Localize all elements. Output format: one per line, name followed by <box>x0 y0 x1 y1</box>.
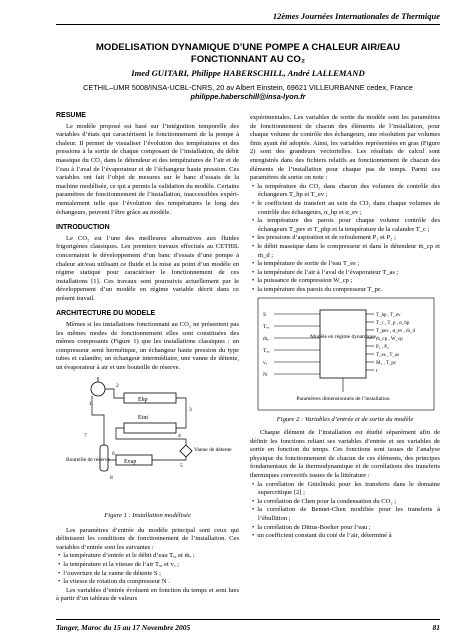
affiliation-email: philippe.haberschill@insa-lyon.fr <box>190 92 306 101</box>
model-box <box>320 310 366 378</box>
input-bullet-3: • l’ouverture de la vanne de détente S ; <box>56 570 239 579</box>
output-bullet-7: • la température de l’air à l’aval de l’évaporateur T_as ; <box>250 269 440 278</box>
output-label-7: Ṁ₁ , T_pc <box>376 361 397 367</box>
figure-2-caption: Figure 2 : Variables d’entrée et de sortie du modèle <box>276 416 414 424</box>
right-text-2: Chaque élément de l’installation est étudié séparément afin de définir les fonctions reliant ses variables d’entrée et ses variables de sortie en fonction du temps. Ces fonctions sont issues de l’analyse physique du fonctionnement de chacun de ces éléments, des principes fondamentaux de la thermodynamique et de corrélations des transferts thermiques convectifs issues de la littérature : <box>250 429 440 480</box>
ehp-box <box>124 393 176 403</box>
output-label-1: T_hp , T_ev <box>376 313 401 319</box>
input-label-me: ṁₑ <box>263 336 269 343</box>
resume-heading: RESUME <box>56 112 86 119</box>
output-bullet-8: • la puissance de compression Ẇ_cp ; <box>250 277 440 286</box>
affiliation-address: CETHIL–UMR 5008/INSA-UCBL-CNRS, 20 av Albert Einstein, 69621 VILLEURBANNE cedex, France <box>83 83 413 92</box>
dims-label: Paramètres dimensionnels de l’installation <box>296 396 390 403</box>
compressor-symbol <box>91 382 105 396</box>
header-rule <box>56 24 440 25</box>
intro-text: Le CO₂ est l’une des meilleures alternatives aux fluides frigorigènes classiques. Les premiers travaux effectués au CETHIL concernaient le développement d’un banc d’essais d’une pompe à chaleur air/eau utilisant ce fluide et la mise au point d’un modèle en régime statique pour caractériser le fonctionnement de ces installations [1]. Ces travaux sont poursuivis actuellement par le développement d’un modèle en régime variable décrit dans ce présent travail. <box>56 234 239 302</box>
left-column <box>56 112 239 604</box>
input-label-n: N <box>263 372 267 379</box>
output-bullet-1: • la température du CO₂ dans chacun des volumes de contrôle des échangeurs T_hp et T_ev ; <box>250 183 440 200</box>
correlation-bullet-1: • la corrélation de Gnielinski pour les transferts dans le domaine supercritique [2] ; <box>250 481 440 498</box>
architecture-heading: ARCHITECTURE DU MODELE <box>56 310 156 318</box>
input-bullet-1: • la température d’entrée et le débit d’eau Tₑₑ et ṁₑ ; <box>56 552 239 561</box>
output-label-5: P₁ , P₂ <box>376 345 389 351</box>
authors: Imed GUITARI, Philippe HABERSCHILL, André LALLEMAND <box>131 68 365 78</box>
eint-box <box>124 423 176 433</box>
input-label-tae: Tₐₑ <box>263 348 270 355</box>
model-box-label: Modèle en régime dynamique <box>310 334 376 341</box>
node-3: 3 <box>189 406 192 413</box>
node-7: 7 <box>84 432 87 439</box>
figure-2-frame <box>258 298 434 410</box>
right-text-1: expérimentales. Les variables de sortie du modèle sont les paramètres de fonctionnement de chacun des éléments de l’installation, pour chaque volume de contrôle des échangeurs, une résolution par volumes finis ayant été adoptée. Ainsi, les variables représentées en gras (Figure 2) sont des grandeurs vectorielles. Les résultats de calcul sont enregistrés dans des fichiers relatifs au fonctionnement de chacun des éléments de l’installation pour chaque pas de temps. Parmi ces paramètres de sortie on note : <box>250 114 440 182</box>
node-5: 5 <box>180 462 183 469</box>
architecture-text-1: Mêmes si les installations fonctionnant au CO₂ ne présentent pas les mêmes modes de fonctionnement elles sont constituées des mêmes composants (Figure 1) que les installations classiques : un compresseur semi hermétique, un échangeur haute pression du type tubes et calandre, un échangeur intermédiaire, une vanne de détente, un évaporateur à air et une bouteille de réserve. <box>56 321 239 372</box>
footer-rule <box>56 619 440 620</box>
right-column <box>250 114 440 541</box>
bouteille-label: Bouteille de réserve <box>66 456 110 463</box>
output-label-6: T_es , T_as <box>376 353 400 359</box>
eint-label: Eint <box>138 414 148 421</box>
output-bullet-4: • les pressions d’aspiration et de refoulement P₁ et P₂ ; <box>250 234 440 243</box>
conference-header: 12èmes Journées Internationales de Thermique <box>272 11 440 21</box>
footer-venue: Tanger, Maroc du 15 au 17 Novembre 2005 <box>56 623 191 632</box>
ehp-label: Ehp <box>138 396 148 403</box>
input-label-va: vₐ <box>263 360 268 367</box>
architecture-text-3: Les variables d’entrée évoluent en fonction du temps et sont lues à partir d’un tableau de valeurs <box>56 586 239 603</box>
title-line-1: MODELISATION DYNAMIQUE D’UNE POMPE A CHALEUR AIR/EAU <box>95 42 401 53</box>
output-arrows <box>366 314 374 370</box>
input-label-tee: Tₑₑ <box>263 324 270 331</box>
resume-text: Le modèle proposé est basé sur l’intégration temporelle des variables d’états qui caractérisent le fonctionnement de la pompe à chaleur. Il permet de visualiser l’évolution des températures et des pressions à la sortie de chaque composant de l’installation, du débit massique du CO₂ dans le détendeur et des températures de l’air et de l’eau à l’aval de l’évaporateur et de l’échangeur haute pression. Ces variables ont fait l’objet de mesures sur le banc d’essais de la machine modélisée, ce qui a permis la validation du modèle. Certains paramètres de fonctionnement de l’installation, inaccessibles expéri-mentalement telle que l’évolution des températures le long des échangeurs, peuvent l’être grâce au modèle. <box>56 122 239 216</box>
page-number: 81 <box>432 623 440 632</box>
node-1: 1 <box>89 400 92 407</box>
pipe-to-evap <box>152 457 186 460</box>
vanne-label: Vanne de détente <box>194 446 232 453</box>
output-bullet-6: • la température de sortie de l’eau T_es ; <box>250 260 440 269</box>
output-label-2: T_c , T_p , α_hp <box>376 321 410 327</box>
output-bullet-9: • la température des parois du compresseur T_pc. <box>250 286 440 295</box>
pipe-to-vanne <box>116 428 186 445</box>
intro-heading: INTRODUCTION <box>56 224 110 232</box>
vanne-symbol <box>180 445 192 457</box>
input-arrows <box>274 314 320 374</box>
correlation-bullet-3: • la corrélation de Bennet-Chen modifiée pour les transferts à l’ébullition ; <box>250 506 440 523</box>
correlation-bullet-4: • la corrélation de Dittus-Boelter pour l’eau ; <box>250 524 440 533</box>
node-8: 8 <box>110 474 113 481</box>
node-2: 2 <box>116 382 119 389</box>
paper-title <box>56 42 440 66</box>
affiliation <box>56 83 440 101</box>
output-label-4: ṁ_cp , Ẇ_cp <box>376 337 403 343</box>
output-bullet-3: • la température des parois pour chaque volume contrôle des échangeurs T_pev et T_php et la température de la calandre T_c ; <box>250 217 440 234</box>
figure-2-diagram <box>250 296 440 414</box>
pipe-discharge <box>105 389 124 398</box>
output-bullet-2: • le coefficient de transfert au sein du CO₂ dans chaque volumes de contrôle des échangeurs, α_hp et α_ev ; <box>250 200 440 217</box>
correlation-bullet-2: • la corrélation de Chen pour la condensation du CO₂ ; <box>250 498 440 507</box>
architecture-text-2: Les paramètres d’entrée du modèle principal sont ceux qui définissent les conditions de fonctionnement de l’installation. Ces variables d’entrée sont les suivantes : <box>56 526 239 551</box>
pipe-suction <box>92 396 104 445</box>
node-6: 6 <box>112 450 115 457</box>
output-label-3: T_pev , α_ev , ṁ_d <box>376 329 416 335</box>
figure-1-caption: Figure 1 : Installation modélisée <box>104 512 191 520</box>
output-label-8: t <box>376 369 378 375</box>
input-bullet-2: • la température et la vitesse de l’air Tₐₑ et vₐ ; <box>56 561 239 570</box>
correlation-bullet-5: • un coefficient constant du coté de l’air, déterminé à <box>250 532 440 541</box>
title-line-2: FONCTIONNANT AU CO₂ <box>190 54 306 65</box>
evap-label: Evap <box>124 458 137 465</box>
node-4: 4 <box>178 432 181 439</box>
figure-1-diagram <box>56 375 239 525</box>
input-bullet-4: • la vitesse de rotation du compresseur N . <box>56 578 239 587</box>
output-bullet-5: • le débit massique dans le compresseur et dans le détendeur ṁ_cp et ṁ_d ; <box>250 243 440 260</box>
pipe-hp-out <box>176 398 186 428</box>
input-label-s: S <box>263 312 267 319</box>
